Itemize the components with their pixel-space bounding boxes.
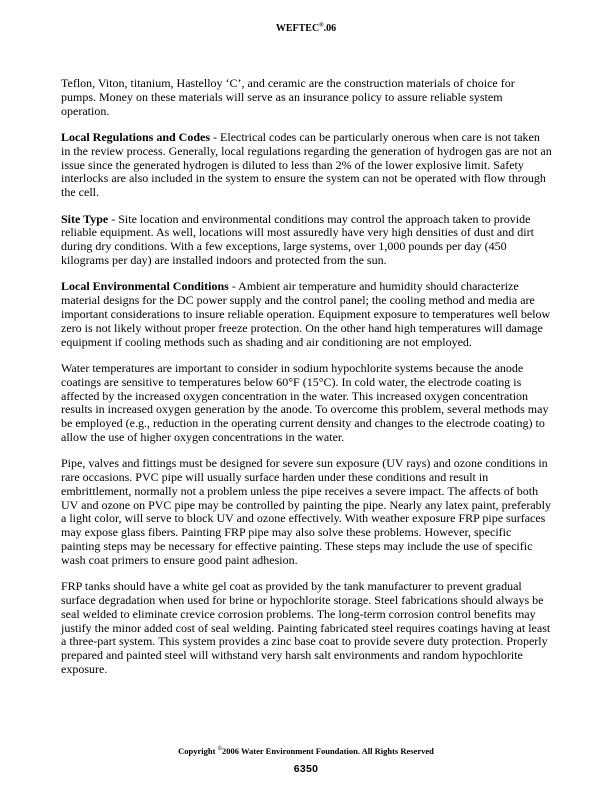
copyright-symbol-icon: © (217, 746, 223, 753)
paragraph (61, 362, 552, 445)
header-title-prefix: WEFTEC (275, 23, 320, 34)
paragraph-text: Pipe, valves and fittings must be designed for severe sun exposure (UV rays) and ozone conditions in rare occasions. PVC pipe will usually surface harden under these conditions and result in embrittlement, normally not a problem unless the pipe receives a severe impact. The affects of both UV and ozone on PVC pipe may be controlled by painting the pipe. Nearly any latex paint, preferably a light color, will serve to block UV and ozone effectively. With weather exposure FRP pipe surfaces may expose glass fibers. Painting FRP pipe may also solve these problems. However, specific painting steps may be necessary for effective painting. These steps may include the use of specific wash coat primers to ensure good paint adhesion. (61, 456, 551, 567)
paragraph (61, 457, 552, 567)
paragraph-lead-heading: Local Environmental Conditions (61, 279, 229, 294)
paragraph (61, 77, 552, 118)
paragraph-text: Teflon, Viton, titanium, Hastelloy ‘C’, and ceramic are the construction materials of choice for pumps. Money on these materials will serve as an insurance policy to assure reliable system operation. (61, 76, 515, 118)
copyright-rest: 2006 Water Environment Foundation. All Rights Reserved (222, 746, 434, 756)
copyright-prefix: Copyright (178, 746, 218, 756)
paragraph (61, 131, 552, 200)
paragraph-text: Water temperatures are important to consider in sodium hypochlorite systems because the anode coatings are sensitive to temperatures below 60°F (15°C). In cold water, the electrode coating is affected by the increased oxygen concentration in the water. This increased oxygen concentration results in increased oxygen generation by the anode. To overcome this problem, several methods may be employed (e.g., reduction in the operating current density and changes to the electrode coating) to allow the use of higher oxygen concentrations in the water. (61, 360, 549, 444)
paragraph-lead-heading: Site Type (61, 211, 109, 226)
header-title (276, 23, 336, 34)
paragraph-lead-heading: Local Regulations and Codes (61, 129, 211, 144)
page-header (0, 23, 612, 34)
header-title-suffix: .06 (323, 23, 337, 34)
paragraph-text: FRP tanks should have a white gel coat as provided by the tank manufacturer to prevent gradual surface degradation when used for brine or hypochlorite storage. Steel fabrications should always be seal welded to eliminate crevice corrosion problems. The long-term corrosion control benefits may justify the minor added cost of seal welding. Painting fabricated steel requires coatings having at least a three-part system. This system provides a zinc base coat to provide severe duty protection. Properly prepared and painted steel will withstand very harsh salt environments and random hypochlorite exposure. (61, 579, 551, 677)
copyright-line (0, 746, 612, 756)
paragraph (61, 580, 552, 677)
paragraph-text: - Electrical codes can be particularly onerous when care is not taken in the review process. Generally, local regulations regarding the generation of hydrogen gas are not an issue since the generated hydrogen is diluted to less than 2% of the lower explosive limit. Safety interlocks are also included in the system to ensure the system can not be operated with flow through the cell. (61, 129, 552, 200)
page-number: 6350 (293, 763, 319, 775)
paragraph-text: - Ambient air temperature and humidity should characterize material designs for the DC power supply and the control panel; the cooling method and media are important considerations to insure reliable operation. Equipment exposure to temperatures well below zero is not likely without proper freeze protection. On the other hand high temperatures will damage equipment if cooling methods such as shading and air conditioning are not employed. (61, 279, 551, 349)
paragraph (61, 280, 552, 349)
document-body (61, 77, 552, 689)
paragraph-text: - Site location and environmental conditions may control the approach taken to provide reliable equipment. As well, locations will most assuredly have very high densities of dust and dirt during dry conditions. With a few exceptions, large systems, over 1,000 pounds per day (450 kilograms per day) are installed indoors and protected from the sun. (61, 211, 534, 267)
paragraph (61, 213, 552, 268)
registered-trademark-icon: ® (319, 22, 324, 29)
